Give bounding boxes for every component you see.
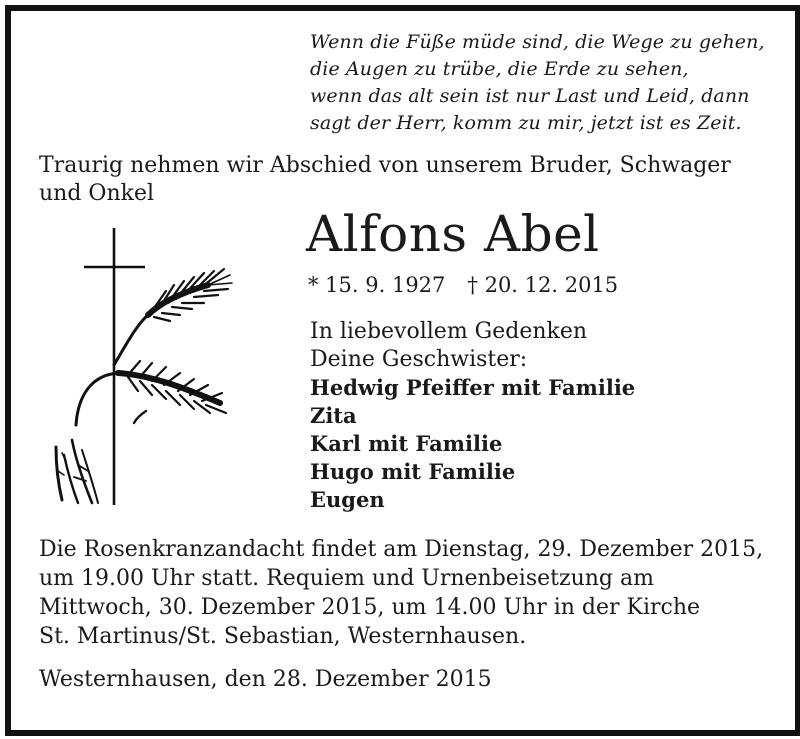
grass-icon <box>56 440 98 503</box>
mourner-name: Karl mit Familie <box>310 431 503 456</box>
poem-line: die Augen zu trübe, die Erde zu sehen, <box>310 58 689 80</box>
poem-line: wenn das alt sein ist nur Last und Leid, dann <box>310 85 750 107</box>
poem-line: sagt der Herr, komm zu mir, jetzt ist es Zeit. <box>310 112 742 134</box>
service-info <box>39 535 779 651</box>
service-line: St. Martinus/St. Sebastian, Westernhausen. <box>39 624 527 649</box>
mourners-line: Deine Geschwister: <box>310 347 528 372</box>
cross-with-wheat-icon <box>48 225 238 510</box>
service-line: Mittwoch, 30. Dezember 2015, um 14.00 Uhr in der Kirche <box>39 595 701 620</box>
intro-text: Traurig nehmen wir Abschied von unserem Bruder, Schwager und Onkel <box>39 153 731 206</box>
wheat-ear-icon <box>76 361 226 425</box>
mourners-line: In liebevollem Gedenken <box>310 319 588 344</box>
poem <box>310 29 780 137</box>
mourner-name: Eugen <box>310 487 385 512</box>
service-line: um 19.00 Uhr statt. Requiem und Urnenbeisetzung am <box>39 566 654 591</box>
life-dates <box>308 271 618 299</box>
deceased-name: Alfons Abel <box>306 205 600 263</box>
mourner-name: Zita <box>310 403 357 428</box>
death-date: † 20. 12. 2015 <box>467 273 619 297</box>
place-date: Westernhausen, den 28. Dezember 2015 <box>39 667 492 692</box>
mourners-block <box>310 318 635 514</box>
birth-date: * 15. 9. 1927 <box>308 273 446 297</box>
mourner-name: Hedwig Pfeiffer mit Familie <box>310 375 636 400</box>
mourner-name: Hugo mit Familie <box>310 459 516 484</box>
service-line: Die Rosenkranzandacht findet am Dienstag, 29. Dezember 2015, <box>39 537 764 562</box>
wheat-ear-icon <box>114 269 232 365</box>
poem-line: Wenn die Füße müde sind, die Wege zu gehen, <box>310 31 765 53</box>
